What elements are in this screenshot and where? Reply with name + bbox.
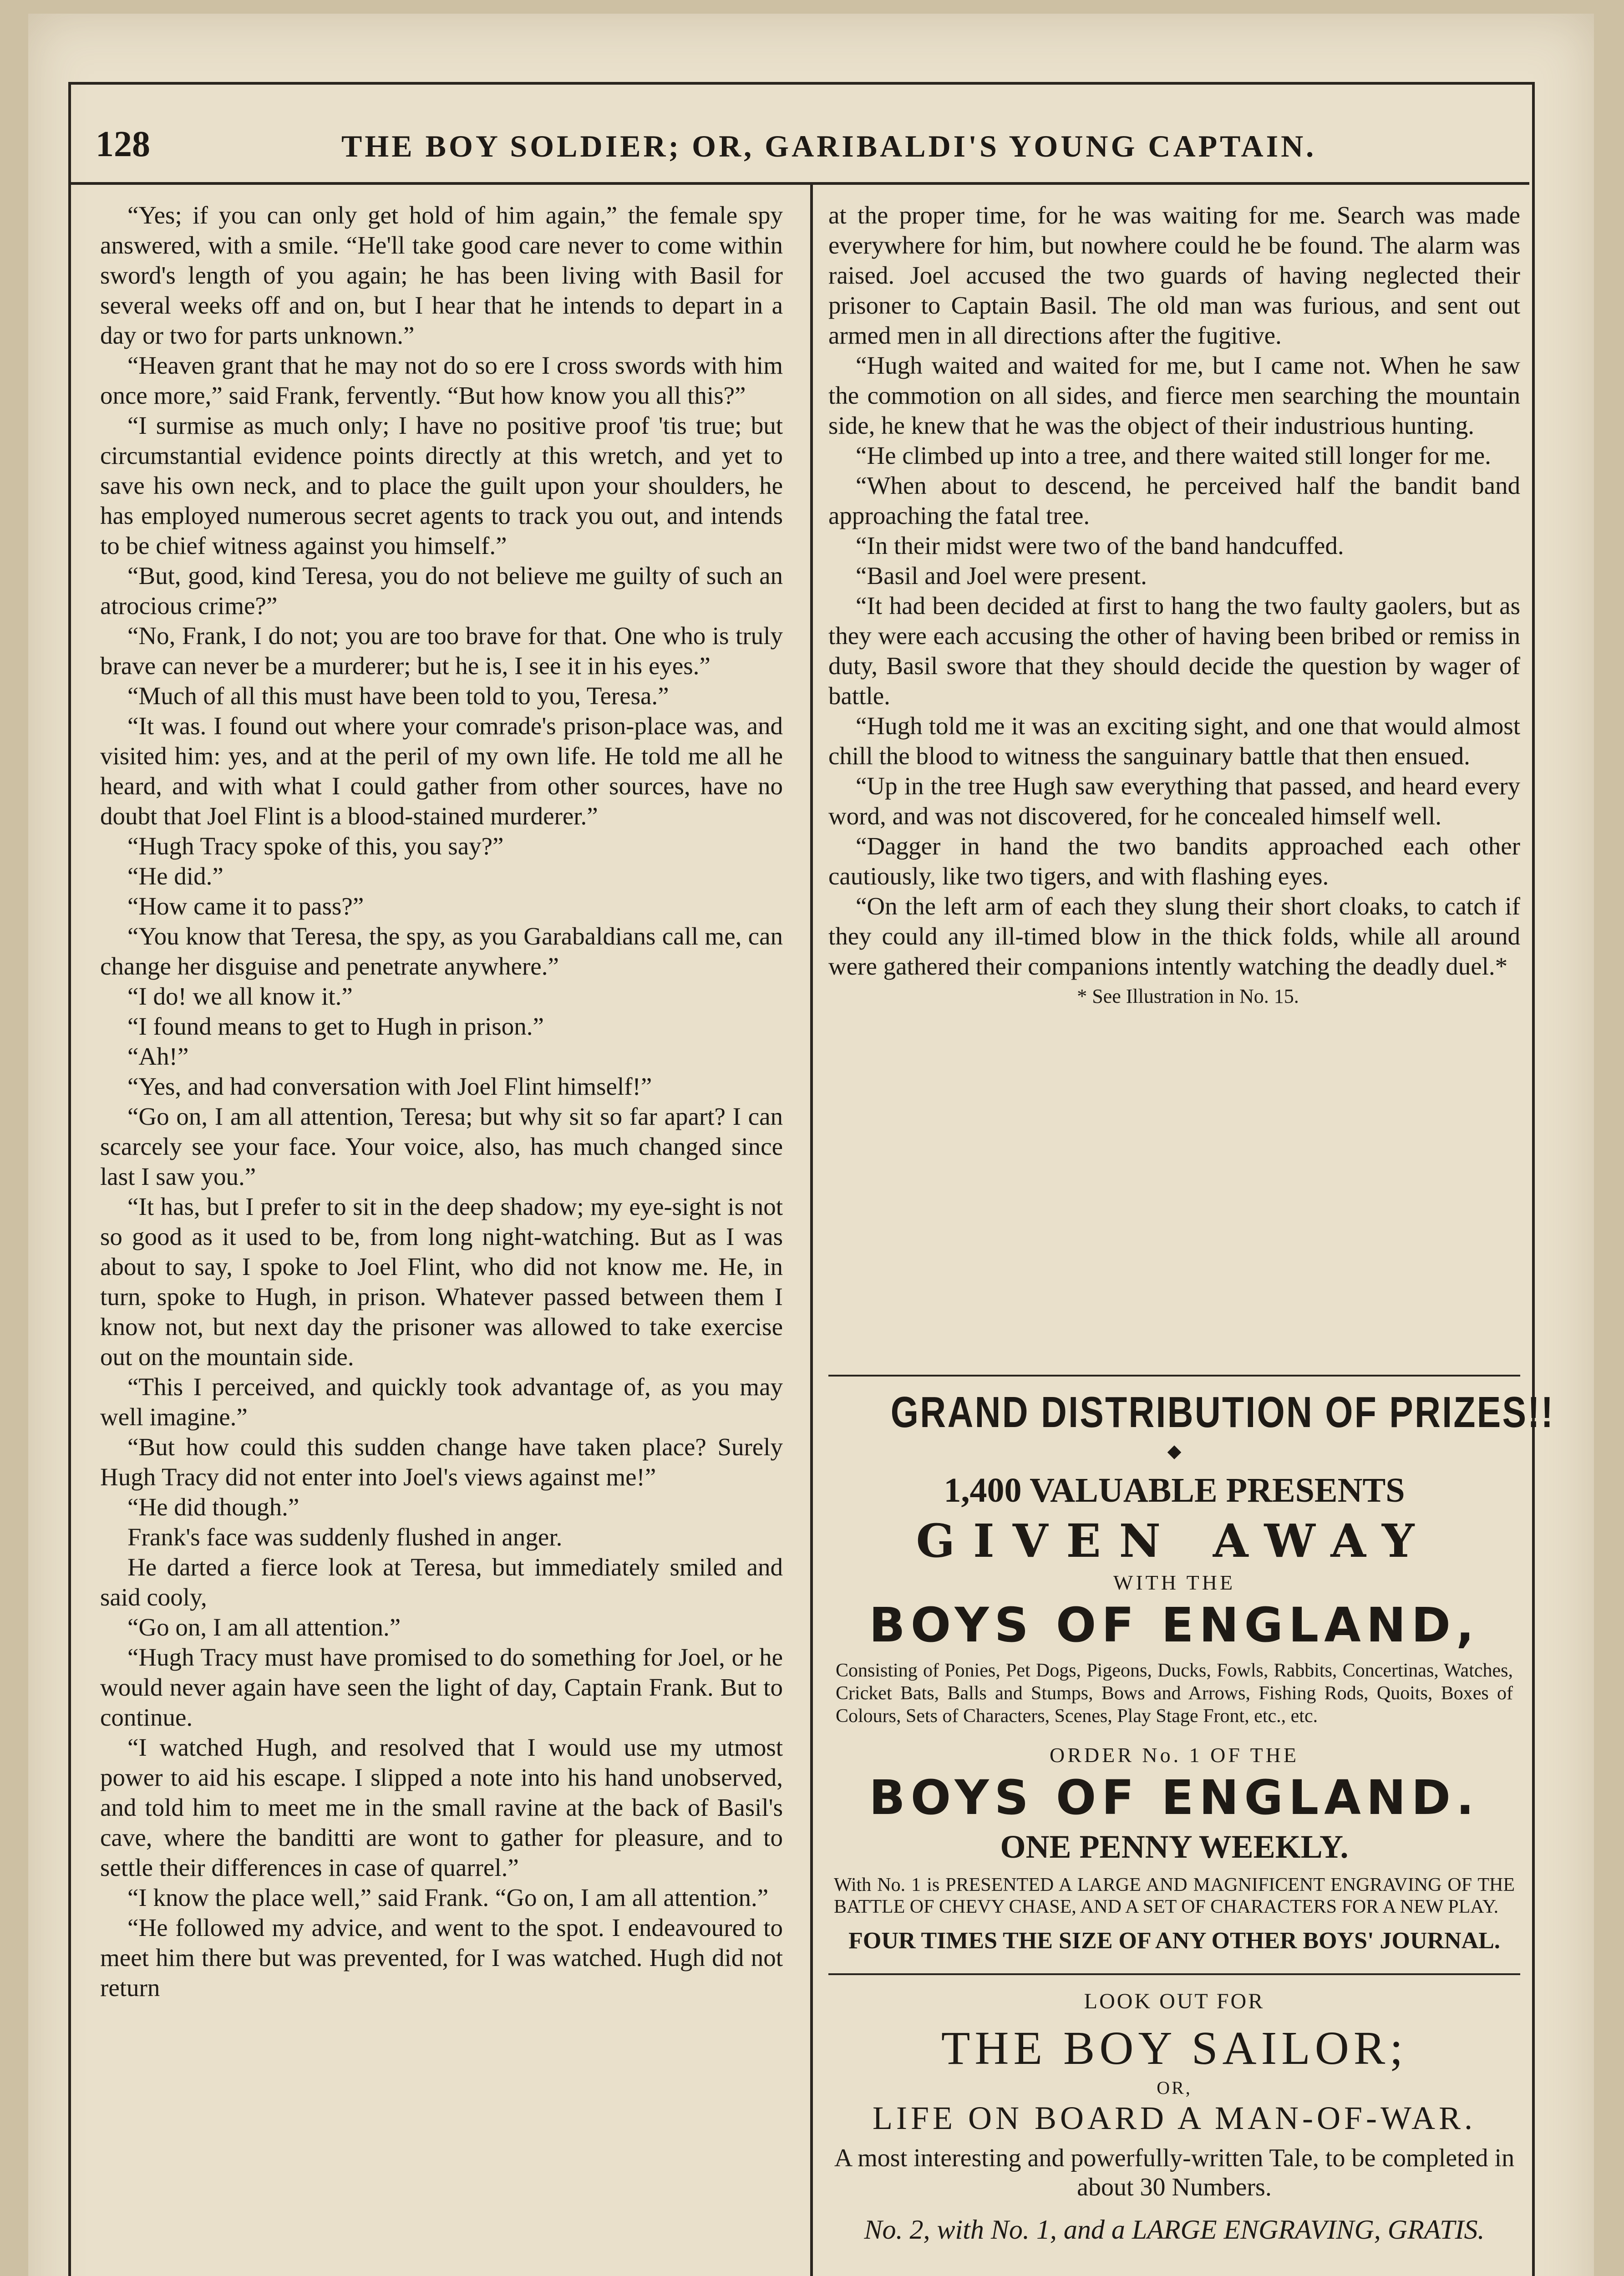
right-column-text — [828, 200, 1520, 981]
paragraph: “He did.” — [127, 862, 223, 890]
paragraph: “He followed my advice, and went to the spot. I endeavoured to meet him there but was prevented, for I was watched. Hugh did not return — [100, 1914, 783, 2002]
paragraph: “Hugh waited and waited for me, but I came not. When he saw the commotion on all sides, and fierce men searching the mountain side, he knew that he was the object of their industrious hunting. — [828, 351, 1520, 439]
advert-with-the: WITH THE — [1113, 1571, 1236, 1594]
paragraph: “I watched Hugh, and resolved that I would use my utmost power to aid his escape. I slipped a note into his hand unobserved, and told him to meet me in the small ravine at the back of Basil's cave, where the banditti are wont to gather for pleasure, and to settle their differences in case of quarrel.” — [100, 1733, 783, 1881]
paragraph: “Yes, and had conversation with Joel Flint himself!” — [127, 1072, 652, 1100]
running-title: THE BOY SOLDIER; OR, GARIBALDI'S YOUNG CAPTAIN. — [341, 129, 1317, 163]
paragraph: “On the left arm of each they slung their short cloaks, to catch if they could any ill-timed blow in the thick folds, while all around were gathered their companions intently watching the deadly duel.* — [828, 892, 1520, 980]
paragraph: “Hugh Tracy spoke of this, you say?” — [127, 832, 504, 860]
diamond-ornament-icon: ◆ — [1167, 1441, 1182, 1461]
paragraph: “Dagger in hand the two bandits approached each other cautiously, like two tigers, and with flashing eyes. — [828, 832, 1520, 890]
advert-look-out: LOOK OUT FOR — [1084, 1989, 1265, 2013]
footnote: * See Illustration in No. 15. — [1077, 985, 1299, 1007]
advert-boys-of-england-1: BOYS OF ENGLAND, — [869, 1597, 1480, 1653]
paragraph: He darted a fierce look at Teresa, but immediately smiled and said cooly, — [100, 1553, 783, 1611]
advert-order: ORDER No. 1 OF THE — [1049, 1743, 1299, 1767]
paragraph: “He climbed up into a tree, and there waited still longer for me. — [856, 442, 1491, 469]
advert-given-away: GIVEN AWAY — [916, 1514, 1433, 1568]
advert-or: OR, — [1157, 2078, 1192, 2098]
page-number: 128 — [96, 124, 150, 164]
advert-boys-of-england-2: BOYS OF ENGLAND. — [869, 1770, 1480, 1825]
advert-penny-weekly: ONE PENNY WEEKLY. — [1000, 1829, 1349, 1865]
paragraph: “Up in the tree Hugh saw everything that passed, and heard every word, and was not discovered, for he concealed himself well. — [828, 772, 1520, 830]
paragraph: “In their midst were two of the band handcuffed. — [856, 532, 1344, 559]
paragraph: “You know that Teresa, the spy, as you Garabaldians call me, can change her disguise and penetrate anywhere.” — [100, 922, 783, 980]
paragraph: “I do! we all know it.” — [127, 982, 353, 1010]
right-column — [828, 200, 1520, 1011]
paragraph: “But how could this sudden change have taken place? Surely Hugh Tracy did not enter into Joel's views against me!” — [100, 1433, 783, 1491]
advert-presents: 1,400 VALUABLE PRESENTS — [944, 1471, 1405, 1509]
column-divider — [810, 182, 813, 2276]
paragraph: “Go on, I am all attention.” — [127, 1613, 401, 1641]
advert-separator — [828, 1973, 1520, 1975]
paragraph: “Yes; if you can only get hold of him again,” the female spy answered, with a smile. “He'll take good care never to come within sword's length of you again; he has been living with Basil for several weeks off and on, but I hear that he intends to depart in a day or two for parts unknown.” — [100, 201, 783, 349]
advert-description: A most interesting and powerfully-written Tale, to be completed in about 30 Numbers. — [834, 2144, 1515, 2201]
paragraph: Frank's face was suddenly flushed in anger. — [127, 1523, 563, 1551]
paragraph: “This I perceived, and quickly took advantage of, as you may well imagine.” — [100, 1373, 783, 1431]
paragraph: “It has, but I prefer to sit in the deep shadow; my eye-sight is not so good as it used to be, from long night-watching. But as I was about to say, I spoke to Joel Flint, who did not know me. He, in turn, spoke to Hugh, in prison. Whatever passed between them I know not, but next day the prisoner was allowed to take exercise out on the mountain side. — [100, 1193, 783, 1371]
paragraph: “How came it to pass?” — [127, 892, 364, 920]
left-column — [100, 200, 783, 2003]
paragraph: “Ah!” — [127, 1042, 189, 1070]
page-header — [68, 114, 1529, 185]
paragraph: “I surmise as much only; I have no positive proof 'tis true; but circumstantial evidence points directly at this wretch, and yet to save his own neck, and to place the guilt upon your shoulders, he has employed numerous secret agents to track you out, and intends to be chief witness against you himself.” — [100, 412, 783, 559]
paragraph: “Go on, I am all attention, Teresa; but why sit so far apart? I can scarcely see your face. Your voice, also, has much changed since last I saw you.” — [100, 1102, 783, 1190]
advert-four-times: FOUR TIMES THE SIZE OF ANY OTHER BOYS' JOURNAL. — [848, 1928, 1500, 1954]
paragraph: “It had been decided at first to hang the two faulty gaolers, but as they were each accusing the other of having been bribed or remiss in duty, Basil swore that they should decide the question by wager of battle. — [828, 592, 1520, 710]
paragraph: “Basil and Joel were present. — [856, 562, 1147, 589]
paragraph: “Much of all this must have been told to you, Teresa.” — [127, 682, 669, 710]
advert-prize-list: Consisting of Ponies, Pet Dogs, Pigeons, Ducks, Fowls, Rabbits, Concertinas, Watches, Cricket Bats, Balls and Stumps, Bows and Arrows, Fishing Rods, Quoits, Boxes of Colours, Sets of Characters, Scenes, Play Stage Front, etc., etc. — [836, 1660, 1513, 1727]
paragraph: “When about to descend, he perceived half the bandit band approaching the fatal tree. — [828, 472, 1520, 529]
paragraph: “I know the place well,” said Frank. “Go on, I am all attention.” — [127, 1884, 769, 1911]
paragraph: “But, good, kind Teresa, you do not believe me guilty of such an atrocious crime?” — [100, 562, 783, 620]
paragraph: “Hugh Tracy must have promised to do something for Joel, or he would never again have seen the light of day, Captain Frank. But to continue. — [100, 1643, 783, 1731]
paragraph: “It was. I found out where your comrade's prison-place was, and visited him: yes, and at the peril of my own life. He told me all he heard, and with what I could gather from other sources, have no doubt that Joel Flint is a blood-stained murderer.” — [100, 712, 783, 830]
advert-engraving: No. 2, with No. 1, and a LARGE ENGRAVING, GRATIS. — [864, 2215, 1485, 2245]
paragraph: “He did though.” — [127, 1493, 299, 1521]
advertisement — [828, 1375, 1555, 2246]
advert-boy-sailor: THE BOY SAILOR; — [941, 2022, 1408, 2074]
advert-title: GRAND DISTRIBUTION OF PRIZES!! — [890, 1388, 1555, 1437]
paragraph: “No, Frank, I do not; you are too brave for that. One who is truly brave can never be a murderer; but he is, I see it in his eyes.” — [100, 622, 783, 680]
paragraph: at the proper time, for he was waiting for me. Search was made everywhere for him, but nowhere could he be found. The alarm was raised. Joel accused the two guards of having neglected their prisoner to Captain Basil. The old man was furious, and sent out armed men in all directions after the fugitive. — [828, 201, 1520, 349]
paragraph: “Hugh told me it was an exciting sight, and one that would almost chill the blood to witness the sanguinary battle that then ensued. — [828, 712, 1520, 770]
advert-top-rule — [828, 1375, 1520, 1377]
paragraph: “Heaven grant that he may not do so ere I cross swords with him once more,” said Frank, fervently. “But how know you all this?” — [100, 351, 783, 409]
advert-life-on-board: LIFE ON BOARD A MAN-OF-WAR. — [872, 2100, 1477, 2136]
advert-presented: With No. 1 is PRESENTED A LARGE AND MAGNIFICENT ENGRAVING OF THE BATTLE OF CHEVY CHASE, AND A SET OF CHARACTERS FOR A NEW PLAY. — [834, 1875, 1515, 1917]
paragraph: “I found means to get to Hugh in prison.” — [127, 1012, 544, 1040]
